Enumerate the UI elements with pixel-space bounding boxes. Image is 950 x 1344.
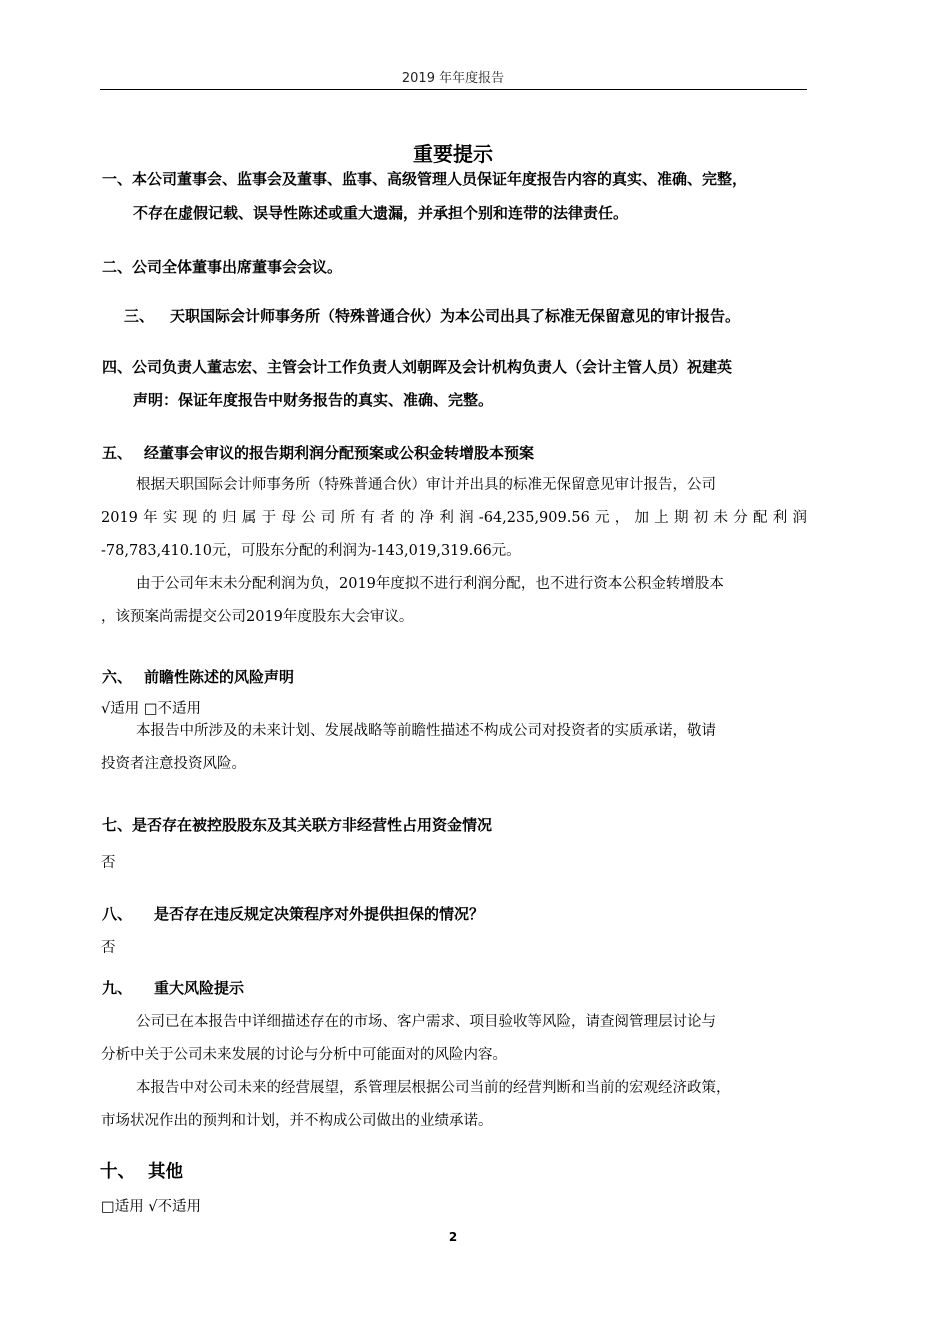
page-header-title: 2019 年年度报告 [401,71,505,86]
section-6-paragraph-line-1: 本报告中所涉及的未来计划、发展战略等前瞻性描述不构成公司对投资者的实质承诺，敬请 [136,723,716,739]
section-9-heading: 重大风险提示 [154,979,245,997]
section-6-paragraph-line-2: 投资者注意投资风险。 [101,756,246,772]
page-number: 2 [448,1230,458,1244]
section-1-line-1: 一、本公司董事会、监事会及董事、监事、高级管理人员保证年度报告内容的真实、准确、完整， [102,170,748,188]
section-10-applicability: □适用 √不适用 [101,1199,202,1215]
section-7-heading: 七、是否存在被控股股东及其关联方非经营性占用资金情况 [102,816,493,834]
section-5-paragraph-2-line-2: ，该预案尚需提交公司2019年度股东大会审议。 [101,609,414,625]
section-8-number: 八、 [102,905,133,923]
section-2-heading: 二、公司全体董事出席董事会会议。 [102,258,343,276]
section-9-paragraph-1-line-1: 公司已在本报告中详细描述存在的市场、客户需求、项目验收等风险，请查阅管理层讨论与 [136,1014,716,1030]
section-5-paragraph-1-line-2: 2019年实现的归属于母公司所有者的净利润-64,235,909.56元，加上期初未分配利润 [101,510,807,526]
section-7-answer: 否 [101,855,116,871]
section-6-number: 六、 [102,668,133,686]
section-5-paragraph-1-line-3: -78,783,410.10元，可股东分配的利润为-143,019,319.66元。 [101,543,521,559]
section-5-heading: 经董事会审议的报告期利润分配预案或公积金转增股本预案 [144,444,535,462]
page-title: 重要提示 [413,142,493,166]
section-6-applicability: √适用 □不适用 [101,701,202,717]
section-6-heading: 前瞻性陈述的风险声明 [144,668,295,686]
section-4-line-1: 四、公司负责人董志宏、主管会计工作负责人刘朝晖及会计机构负责人（会计主管人员）祝建英 [102,358,733,376]
section-10-heading: 其他 [148,1162,183,1182]
section-5-number: 五、 [102,444,133,462]
section-3-heading: 天职国际会计师事务所（特殊普通合伙）为本公司出具了标准无保留意见的审计报告。 [170,307,741,325]
section-9-paragraph-2-line-1: 本报告中对公司未来的经营展望，系管理层根据公司当前的经营判断和当前的宏观经济政策， [136,1080,731,1096]
section-5-paragraph-2-line-1: 由于公司年末未分配利润为负，2019年度拟不进行利润分配，也不进行资本公积金转增股本 [136,576,724,592]
header-divider [100,89,807,90]
section-8-heading: 是否存在违反规定决策程序对外提供担保的情况？ [154,905,485,923]
section-3-number: 三、 [124,307,155,325]
section-8-answer: 否 [101,940,116,956]
section-4-line-2: 声明：保证年度报告中财务报告的真实、准确、完整。 [133,391,494,409]
section-5-paragraph-1-line-1: 根据天职国际会计师事务所（特殊普通合伙）审计并出具的标准无保留意见审计报告，公司 [136,477,716,493]
section-9-paragraph-1-line-2: 分析中关于公司未来发展的讨论与分析中可能面对的风险内容。 [101,1047,507,1063]
section-10-number: 十、 [100,1162,135,1182]
section-9-paragraph-2-line-2: 市场状况作出的预判和计划，并不构成公司做出的业绩承诺。 [101,1113,493,1129]
section-9-number: 九、 [102,979,133,997]
section-1-line-2: 不存在虚假记载、误导性陈述或重大遗漏，并承担个别和连带的法律责任。 [133,204,629,222]
